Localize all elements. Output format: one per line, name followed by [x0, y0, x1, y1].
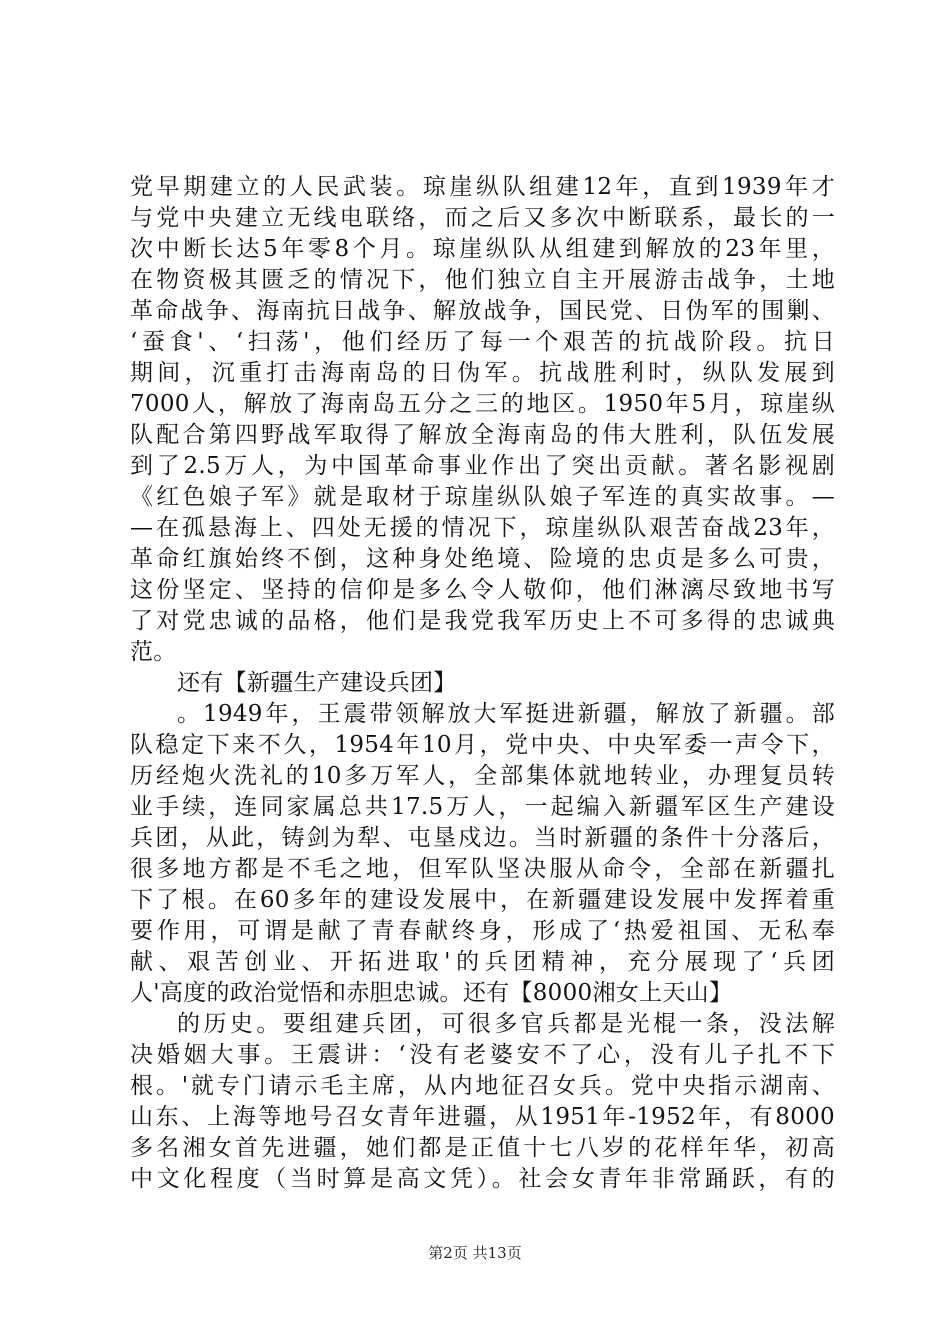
text-line: 。1949年，王震带领解放大军挺进新疆，解放了新疆。部 [177, 701, 835, 727]
text-line: 人'高度的政治觉悟和赤胆忠诚。还有【8000湘女上天山】 [130, 980, 733, 1006]
text-line: 历经炮火洗礼的10多万军人，全部集体就地转业，办理复员转 [130, 763, 835, 789]
page-number-footer: 第2页 共13页 [428, 1244, 522, 1262]
text-line: 与党中央建立无线电联络，而之后又多次中断联系，最长的一 [130, 205, 835, 231]
document-body [130, 172, 835, 1195]
text-line: 献、艰苦创业、开拓进取'的兵团精神，充分展现了‘兵团 [130, 949, 835, 975]
text-line: 中文化程度（当时算是高文凭）。社会女青年非常踊跃，有的 [130, 1166, 835, 1192]
text-line: 期间，沉重打击海南岛的日伪军。抗战胜利时，纵队发展到 [130, 360, 835, 386]
text-line: —在孤悬海上、四处无援的情况下，琼崖纵队艰苦奋战23年， [130, 515, 835, 541]
text-line: 革命战争、海南抗日战争、解放战争，国民党、日伪军的围剿、 [130, 298, 835, 324]
section-heading-line: 还有【新疆生产建设兵团】 [177, 670, 457, 696]
text-line: 革命红旗始终不倒，这种身处绝境、险境的忠贞是多么可贵， [130, 546, 835, 572]
text-line: 《红色娘子军》就是取材于琼崖纵队娘子军连的真实故事。— [130, 484, 835, 510]
text-line: 下了根。在60多年的建设发展中，在新疆建设发展中发挥着重 [130, 887, 835, 913]
text-line: 山东、上海等地号召女青年进疆，从1951年-1952年，有8000 [130, 1104, 835, 1130]
text-line: 业手续，连同家属总共17.5万人，一起编入新疆军区生产建设 [130, 794, 835, 820]
text-line: 要作用，可谓是献了青春献终身，形成了‘热爱祖国、无私奉 [130, 918, 835, 944]
text-line: 7000人，解放了海南岛五分之三的地区。1950年5月，琼崖纵 [130, 391, 835, 417]
text-line: 范。 [130, 639, 177, 665]
text-line: 队配合第四野战军取得了解放全海南岛的伟大胜利，队伍发展 [130, 422, 835, 448]
text-line: 队稳定下来不久，1954年10月，党中央、中央军委一声令下， [130, 732, 835, 758]
text-line: ‘蚕食'、‘扫荡'，他们经历了每一个艰苦的抗战阶段。抗日 [130, 329, 835, 355]
text-line: 很多地方都是不毛之地，但军队坚决服从命令，全部在新疆扎 [130, 856, 835, 882]
text-line: 在物资极其匮乏的情况下，他们独立自主开展游击战争，土地 [130, 267, 835, 293]
text-line: 兵团，从此，铸剑为犁、屯垦戍边。当时新疆的条件十分落后， [130, 825, 835, 851]
text-line: 这份坚定、坚持的信仰是多么令人敬仰，他们淋漓尽致地书写 [130, 577, 835, 603]
text-line: 多名湘女首先进疆，她们都是正值十七八岁的花样年华，初高 [130, 1135, 835, 1161]
text-line: 党早期建立的人民武装。琼崖纵队组建12年，直到1939年才 [130, 174, 835, 200]
text-line: 次中断长达5年零8个月。琼崖纵队从组建到解放的23年里， [130, 236, 835, 262]
text-line: 了对党忠诚的品格，他们是我党我军历史上不可多得的忠诚典 [130, 608, 835, 634]
text-line: 决婚姻大事。王震讲：‘没有老婆安不了心，没有儿子扎不下 [130, 1042, 835, 1068]
text-line: 的历史。要组建兵团，可很多官兵都是光棍一条，没法解 [177, 1011, 835, 1037]
text-line: 根。'就专门请示毛主席，从内地征召女兵。党中央指示湖南、 [130, 1073, 835, 1099]
text-line: 到了2.5万人，为中国革命事业作出了突出贡献。著名影视剧 [130, 453, 835, 479]
